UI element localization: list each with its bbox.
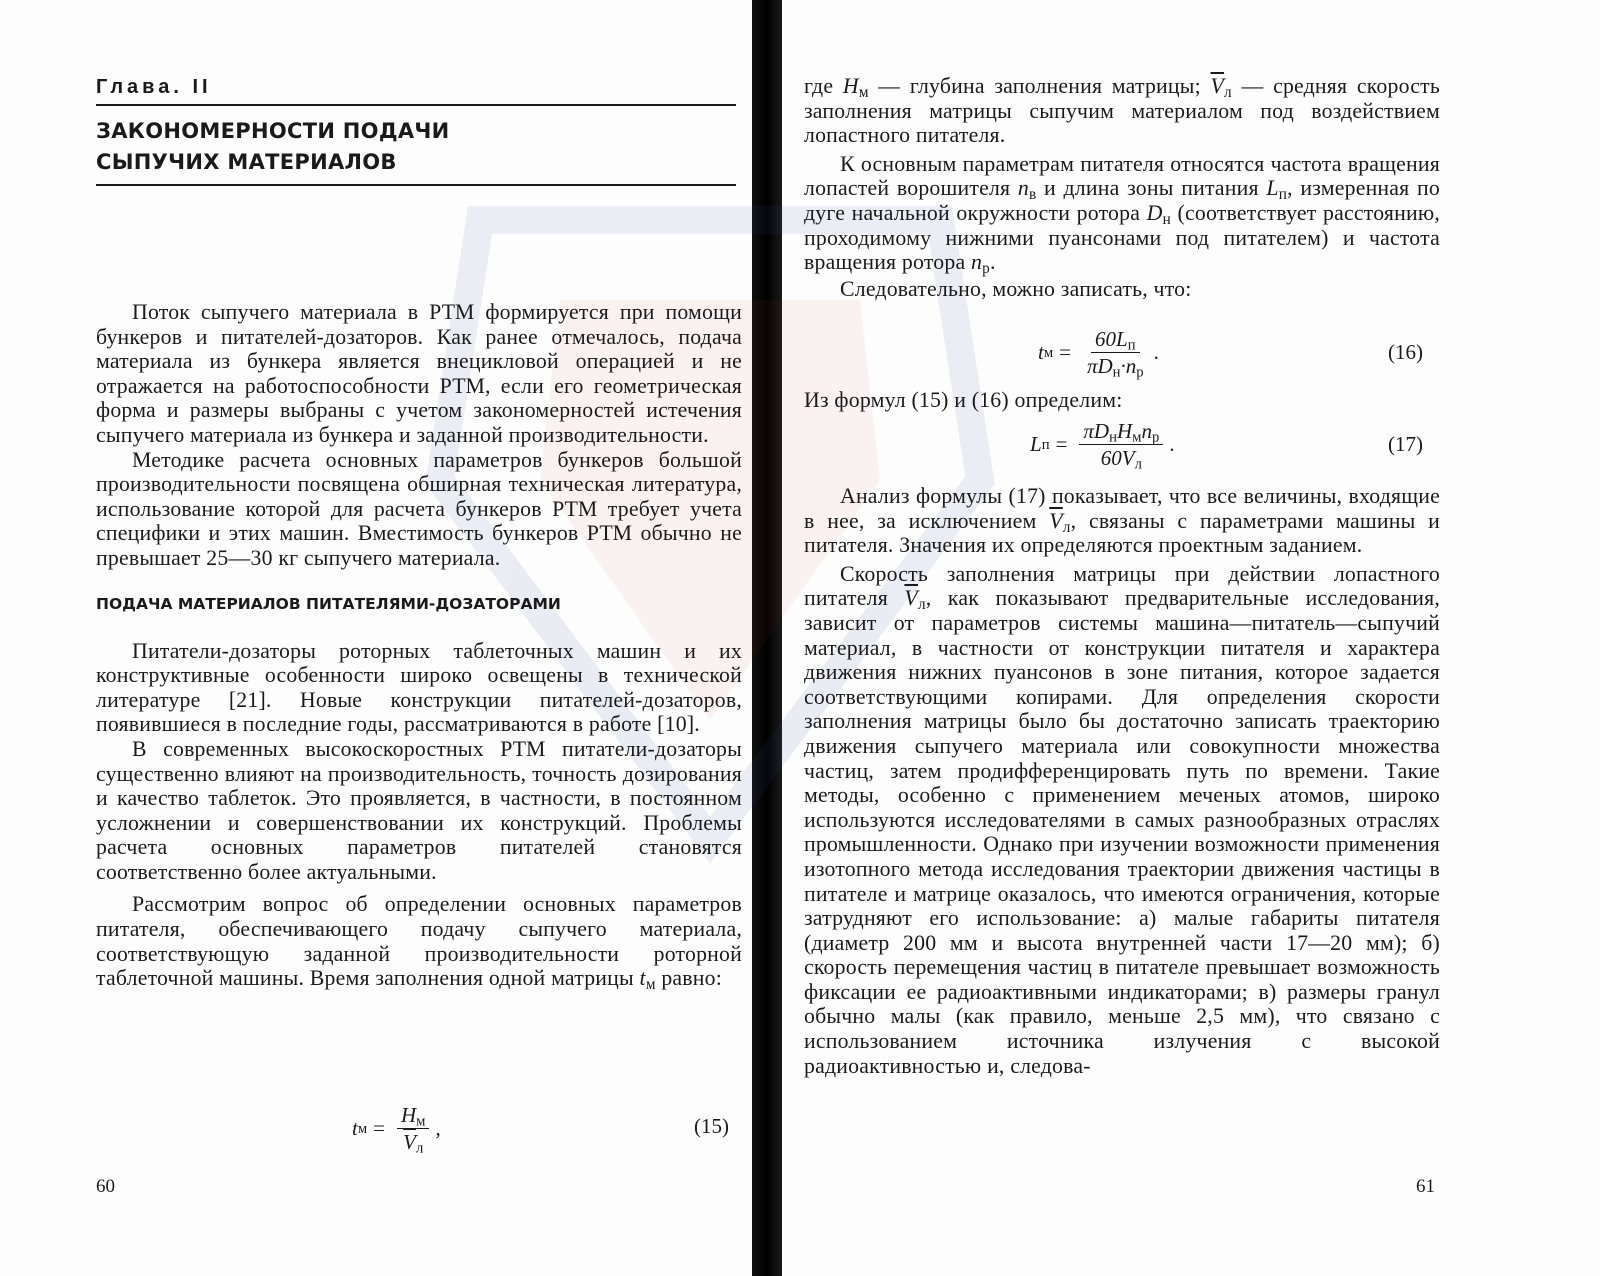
formula-15-num-sub: м: [416, 1113, 426, 1130]
V-subscript: л: [1224, 83, 1232, 101]
formula-16-tail: .: [1153, 340, 1159, 364]
formula-15-number: (15): [694, 1114, 729, 1138]
nv-subscript: в: [1029, 186, 1037, 204]
H-variable: H: [842, 74, 859, 98]
Dn-variable: D: [1146, 200, 1163, 225]
right-p1-b: — глубина заполнения матрицы;: [868, 74, 1201, 98]
formula-15-tail: ,: [435, 1116, 441, 1140]
formula-16-number: (16): [1388, 340, 1423, 364]
chapter-bottom-rule: [96, 184, 736, 186]
formula-17-num-c-sub: р: [1151, 429, 1160, 446]
formula-17-tail: .: [1169, 432, 1175, 456]
formula-15: t м = $\frac{H_м}{\overline{V}_л}$ ,: [352, 1103, 441, 1157]
Lp-variable: L: [1266, 176, 1279, 201]
formula-17-den-var: 60V: [1100, 446, 1135, 470]
V-subscript: л: [1062, 518, 1071, 536]
formula-17-num-a: πD: [1083, 419, 1110, 443]
V-variable: $\overline{V}$: [1049, 508, 1063, 533]
formula-17-den-sub: л: [1134, 456, 1142, 473]
right-body-bottom: [804, 484, 1440, 1078]
right-paragraph-4-wrap: [804, 388, 1440, 413]
formula-17-lhs: L: [1030, 432, 1042, 456]
t-subscript: м: [645, 976, 656, 994]
chapter-title-line1: ЗАКОНОМЕРНОСТИ ПОДАЧИ: [96, 119, 450, 143]
right-p6-a: Скорость заполнения матрицы при действии лопастного питателя: [804, 561, 1440, 611]
formula-15-den-var: $\overline{V}$: [403, 1130, 416, 1154]
formula-17-fraction: [1079, 419, 1163, 473]
nv-variable: n: [1017, 176, 1029, 201]
formula-15-numerator: [397, 1104, 429, 1129]
equals-sign: =: [373, 1116, 385, 1140]
np-subscript: р: [982, 259, 990, 277]
left-page-number: 60: [96, 1176, 115, 1197]
formula-16-lhs: t: [1038, 340, 1044, 364]
formula-16-den-b-sub: р: [1136, 364, 1144, 381]
left-paragraph-1: Поток сыпучего материала в РТМ формируется при помощи бункеров и питателей-дозаторов. Как ранее отмечалось, подача материала из бункера является внецикловой операцией и не отражается на работоспособности РТМ, если его геометрическая форма и размеры выбраны с учетом закономерностей истечения сыпучего материала из бункера и заданной производительности.: [96, 300, 742, 447]
equals-sign: =: [1059, 340, 1071, 364]
formula-16-num-var: 60L: [1095, 327, 1128, 351]
left-paragraph-3: Питатели-дозаторы роторных таблеточных машин и их конструктивные особенности широко освещены в технической литературе [21]. Новые конструкции питателей-дозаторов, появившиеся в последние годы, рассматриваются в работе [10].: [96, 638, 742, 737]
chapter-title: [96, 116, 450, 178]
left-paragraph-2: Методике расчета основных параметров бункеров большой производительности посвящена обширная техническая литература, использование которой для расчета бункеров РТМ требует учета специфики и этих машин. Вместимость бункеров РТМ обычно не превышает 25—30 кг сыпучего материала.: [96, 447, 742, 570]
V-subscript: л: [917, 596, 926, 614]
right-p1-a: где: [804, 74, 834, 98]
left-page: [0, 0, 752, 1276]
formula-16-den-a-sub: н: [1112, 364, 1121, 381]
right-paragraph-5: [804, 484, 1440, 558]
formula-17-number: (17): [1388, 432, 1423, 456]
t-variable: t: [639, 966, 646, 991]
chapter-top-rule: [96, 104, 736, 106]
formula-16-denominator: [1083, 353, 1148, 381]
left-paragraph-4: В современных высокоскоростных РТМ питатели-дозаторы существенно влияют на производительность, точность дозирования и качество таблеток. Это проявляется, в частности, в постоянном усложнении и совершенствовании их конструкций. Проблемы расчета основных параметров питателей становятся соответственно более актуальными.: [96, 736, 742, 884]
formula-17: L п = $\frac{\pi D_нH_мn_р}{60V_л}$ .: [1030, 419, 1175, 473]
formula-15-fraction: [397, 1103, 429, 1157]
formula-15-den-sub: л: [415, 1140, 424, 1157]
formula-17-num-b-sub: м: [1132, 429, 1142, 446]
formula-16-den-a: πD: [1086, 354, 1113, 378]
formula-16-num-sub: п: [1127, 337, 1136, 354]
right-paragraph-6: [804, 562, 1440, 1078]
chapter-label: Глава. II: [96, 76, 212, 98]
formula-17-numerator: [1079, 420, 1163, 445]
V-variable: $\overline{V}$: [904, 586, 918, 611]
right-body-top: [804, 74, 1440, 301]
Lp-subscript: п: [1278, 186, 1288, 204]
formula-16-den-b: ·n: [1120, 354, 1137, 378]
right-p5-b: , связаны с параметрами машины и питателя. Значения их определяются проектным заданием.: [804, 508, 1441, 558]
right-paragraph-1: [804, 74, 1440, 148]
formula-17-num-a-sub: н: [1109, 429, 1117, 446]
right-p2-d: (соответствует расстоянию, проходимому нижними пуансонами под питателем) и частота вращения ротора: [804, 200, 1440, 275]
right-p2-e: .: [989, 250, 996, 275]
left-paragraph-5-text: Рассмотрим вопрос об определении основных параметров питателя, обеспечивающего подачу сыпучего материала, соответствующую заданной производительности роторной таблеточной машины. Время заполнения одной матрицы: [96, 892, 742, 991]
formula-17-denominator: [1097, 445, 1146, 473]
right-p2-b: и длина зоны питания: [1036, 176, 1259, 201]
left-paragraph-5-end: равно:: [655, 966, 723, 991]
right-paragraph-3: Следовательно, можно записать, что:: [840, 276, 1192, 301]
right-p1-c: — средняя скорость заполнения матрицы сыпучим материалом под воздействием лопастного питателя.: [804, 74, 1440, 148]
formula-15-num-var: H: [400, 1103, 417, 1127]
formula-17-num-c: n: [1141, 419, 1152, 443]
formula-16-numerator: [1091, 328, 1140, 353]
np-variable: n: [971, 250, 983, 275]
chapter-title-line2: СЫПУЧИХ МАТЕРИАЛОВ: [96, 150, 397, 174]
V-variable: $\overline{V}$: [1210, 74, 1225, 98]
right-p2-a: К основным параметрам питателя относятся частота вращения лопастей ворошителя: [804, 151, 1440, 201]
right-p5-a: Анализ формулы (17) показывает, что все величины, входящие в нее, за исключением: [804, 484, 1440, 533]
left-body: [96, 300, 742, 994]
section-heading: ПОДАЧА МАТЕРИАЛОВ ПИТАТЕЛЯМИ-ДОЗАТОРАМИ: [96, 594, 561, 613]
formula-15-denominator: [399, 1129, 427, 1157]
right-page-number: 61: [1416, 1176, 1435, 1197]
right-p6-b: , как показывают предварительные исследования, зависит от параметров системы машина—питатель—сыпучий материал, в частности от конструкции питателя и характера движения нижних пуансонов в зоне питания, которое задается соответствующими копирами. Для определения скорости заполнения матрицы было бы достаточно записать траекторию движения сыпучего материала или совокупности множества частиц, затем продифференцировать путь по времени. Такие методы, особенно с применением меченых атомов, широко используются исследователями в самых разнообразных отраслях промышленности. Однако при изучении возможности применения изотопного метода исследования траектории движения частицы в питателе и матрице оказалось, что имеются ограничения, которые затрудняют его использование: а) малые габариты питателя (диаметр 200 мм и высота внутренней части 17—20 мм); б) скорость перемещения частиц в питателе превышает возможность фиксации ее радиоактивными индикаторами; в) размеры гранул обычно малы (как правило, меньше 2,5 мм), что связано с использованием источника излучения с высокой радиоактивностью и, следова-: [804, 586, 1440, 1078]
formula-16: t м = $\frac{60L_п}{\pi D_н\cdot n_р}$ .: [1038, 327, 1159, 381]
right-page: [782, 0, 1600, 1276]
formula-17-num-b: H: [1116, 419, 1133, 443]
right-paragraph-4: Из формул (15) и (16) определим:: [804, 388, 1123, 412]
left-paragraph-5: [96, 892, 742, 994]
book-gutter: [752, 0, 782, 1276]
Dn-subscript: н: [1162, 210, 1171, 228]
equals-sign: =: [1055, 432, 1068, 456]
formula-15-lhs: t: [352, 1116, 358, 1140]
right-p2-c: , измеренная по дуге начальной окружности ротора: [804, 176, 1440, 225]
H-subscript: м: [858, 83, 869, 101]
right-paragraph-2: [804, 152, 1440, 275]
